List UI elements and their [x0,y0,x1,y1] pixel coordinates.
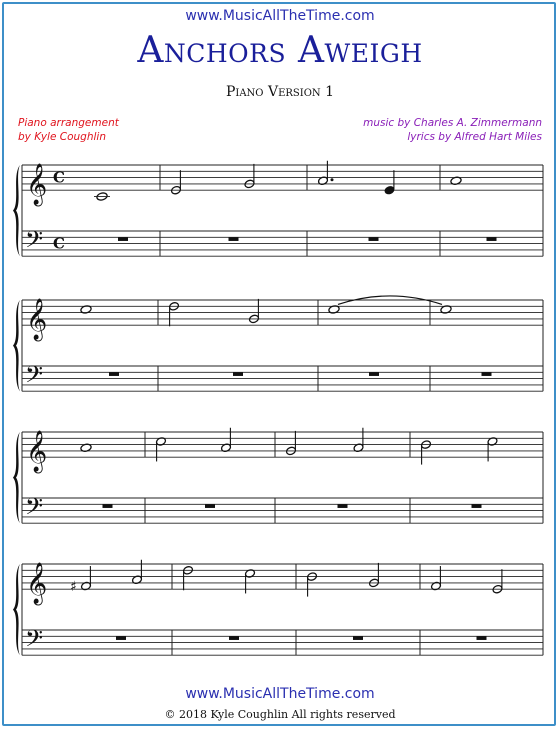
site-link-bottom[interactable]: www.MusicAllTheTime.com [185,686,375,702]
augmentation-dot [331,178,334,181]
bass-clef-icon: 𝄢 [25,492,44,526]
bass-whole-rest [477,636,487,640]
bass-whole-rest [369,237,379,241]
page-title: Anchors Aweigh [137,30,423,71]
bass-whole-rest [205,504,215,508]
bass-whole-rest [116,636,126,640]
grand-staff-brace [13,165,20,256]
grand-staff-brace [13,432,20,523]
time-signature-bass: C [53,234,65,253]
arrangement-credit-line1: Piano arrangement [18,117,119,129]
treble-clef-icon: 𝄞 [26,164,48,206]
grand-staff-brace [13,300,20,391]
arrangement-credit-line2: by Kyle Coughlin [18,131,106,143]
bass-whole-rest [472,504,482,508]
treble-clef-icon: 𝄞 [26,563,48,605]
bass-whole-rest [369,372,379,376]
bass-whole-rest [338,504,348,508]
page-subtitle: Piano Version 1 [225,84,335,100]
bass-clef-icon: 𝄢 [25,624,44,658]
time-signature-treble: C [53,168,65,187]
bass-whole-rest [229,636,239,640]
sharp-accidental: ♯ [70,579,77,596]
bass-whole-rest [103,504,113,508]
treble-clef-icon: 𝄞 [26,299,48,341]
bass-whole-rest [482,372,492,376]
copyright-notice: © 2018 Kyle Coughlin All rights reserved [164,708,396,721]
bass-whole-rest [118,237,128,241]
grand-staff-brace [13,564,20,655]
bass-whole-rest [109,372,119,376]
bass-clef-icon: 𝄢 [25,225,44,259]
bass-clef-icon: 𝄢 [25,360,44,394]
bass-whole-rest [229,237,239,241]
treble-clef-icon: 𝄞 [26,431,48,473]
bass-whole-rest [233,372,243,376]
bass-whole-rest [353,636,363,640]
lyrics-credit: lyrics by Alfred Hart Miles [407,131,542,143]
music-credit: music by Charles A. Zimmermann [363,117,542,129]
site-link-top[interactable]: www.MusicAllTheTime.com [185,8,375,24]
bass-whole-rest [487,237,497,241]
